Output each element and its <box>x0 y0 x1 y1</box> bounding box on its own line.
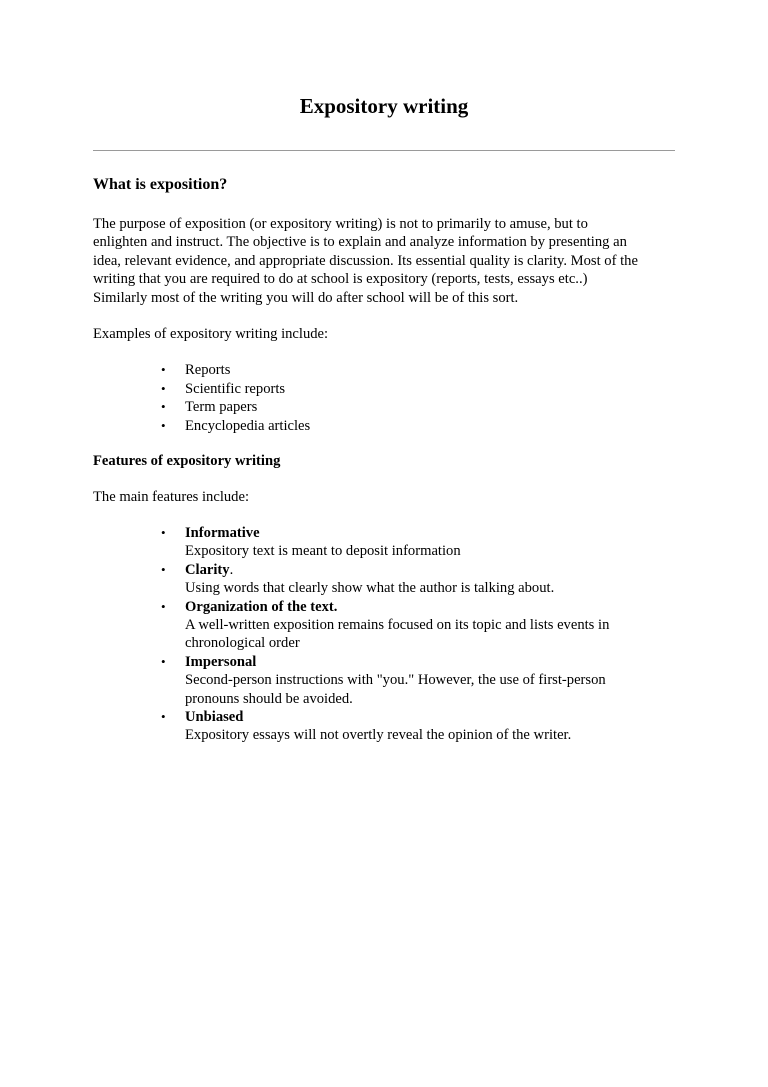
feature-name: Unbiased <box>185 708 244 725</box>
title-divider <box>93 150 675 151</box>
intro-line: idea, relevant evidence, and appropriate discussion. Its essential quality is clarity. Most of the <box>93 252 638 269</box>
section-heading-what-is-exposition: What is exposition? <box>93 176 228 193</box>
feature-description: Using words that clearly show what the author is talking about. <box>185 580 555 597</box>
bullet-icon: • <box>161 399 166 415</box>
list-item <box>161 561 683 598</box>
list-item <box>161 653 683 708</box>
list-item <box>161 598 683 653</box>
feature-description: pronouns should be avoided. <box>185 690 353 707</box>
document-title: Expository writing <box>299 94 469 118</box>
bullet-icon: • <box>161 417 166 433</box>
feature-description: Second-person instructions with "you." However, the use of first-person <box>185 672 606 689</box>
bullet-icon: • <box>161 362 166 378</box>
bullet-icon: • <box>161 598 166 614</box>
intro-paragraph <box>93 215 683 307</box>
intro-line: Similarly most of the writing you will do after school will be of this sort. <box>93 289 519 306</box>
bullet-icon: • <box>161 380 166 396</box>
intro-line: enlighten and instruct. The objective is to explain and analyze information by presenting an <box>93 234 627 251</box>
list-item: • Scientific reports <box>161 380 286 397</box>
intro-line: writing that you are required to do at school is expository (reports, tests, essays etc..) <box>93 271 588 288</box>
list-item: • Term papers <box>161 399 258 416</box>
feature-description: A well-written exposition remains focused on its topic and lists events in <box>185 616 610 633</box>
document-body <box>93 174 683 745</box>
list-item: • Encyclopedia articles <box>161 417 311 434</box>
feature-name: Organization of the text. <box>185 598 338 615</box>
section-heading-features: Features of expository writing <box>93 453 281 470</box>
features-list <box>93 524 683 745</box>
feature-name: Clarity <box>185 561 230 578</box>
bullet-icon: • <box>161 708 166 724</box>
bullet-icon: • <box>161 653 166 669</box>
bullet-icon: • <box>161 524 166 540</box>
feature-name-suffix: . <box>229 561 234 578</box>
intro-line: The purpose of exposition (or expository writing) is not to primarily to amuse, but to <box>93 216 588 232</box>
examples-list <box>93 361 683 435</box>
list-item: • Reports <box>161 362 231 379</box>
list-item <box>161 708 683 745</box>
feature-description: Expository essays will not overtly reveal the opinion of the writer. <box>185 727 572 744</box>
list-item <box>161 524 683 561</box>
feature-name: Informative <box>185 524 260 541</box>
bullet-icon: • <box>161 561 166 577</box>
feature-description: chronological order <box>185 635 300 652</box>
features-intro: The main features include: <box>93 489 250 506</box>
examples-intro: Examples of expository writing include: <box>93 326 329 343</box>
feature-description: Expository text is meant to deposit information <box>185 543 461 560</box>
feature-name: Impersonal <box>185 653 257 670</box>
